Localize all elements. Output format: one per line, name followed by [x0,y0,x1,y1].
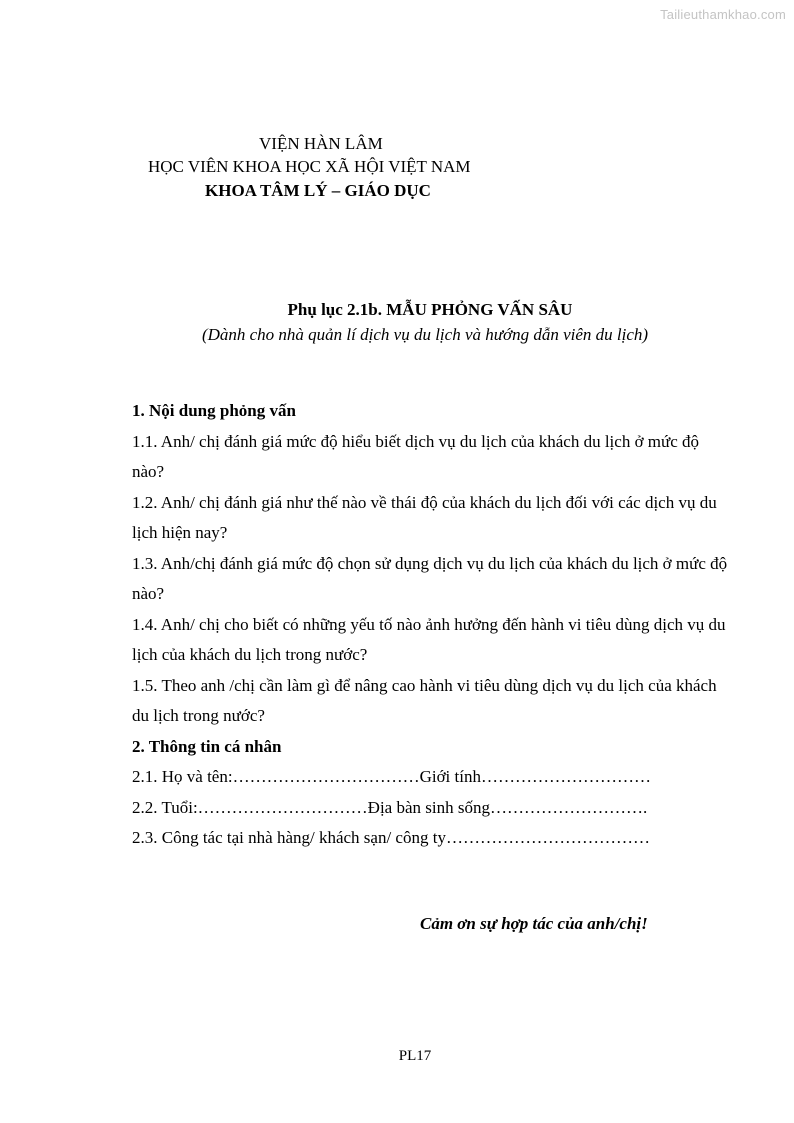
section-2-heading: 2. Thông tin cá nhân [132,736,282,756]
institution-line-1: VIỆN HÀN LÂM [259,134,383,153]
appendix-title: Phụ lục 2.1b. MẪU PHỎNG VẤN SÂU [287,300,573,319]
watermark-text: Tailieuthamkhao.com [660,7,786,22]
info-field-age-location: 2.2. Tuổi:…………………………Địa bàn sinh sống………………………. [132,797,648,817]
thank-you-note: Cảm ơn sự hợp tác của anh/chị! [420,914,648,933]
info-field-name-gender: 2.1. Họ và tên:……………………………Giới tính………………………… [132,767,651,786]
question-1-2: 1.2. Anh/ chị đánh giá như thế nào về thái độ của khách du lịch đối với các dịch vụ du lịch hiện nay? [132,492,717,542]
question-1-1: 1.1. Anh/ chị đánh giá mức độ hiểu biết dịch vụ du lịch của khách du lịch ở mức độ nào? [132,431,700,481]
appendix-subtitle: (Dành cho nhà quản lí dịch vụ du lịch và hướng dẫn viên du lịch) [201,325,649,344]
section-1-heading: 1. Nội dung phỏng vấn [132,401,296,420]
question-1-4: 1.4. Anh/ chị cho biết có những yếu tố nào ảnh hưởng đến hành vi tiêu dùng dịch vụ du lịch của khách du lịch trong nước? [132,614,726,664]
institution-line-2: HỌC VIÊN KHOA HỌC XÃ HỘI VIỆT NAM [148,157,471,176]
question-1-3: 1.3. Anh/chị đánh giá mức độ chọn sử dụng dịch vụ du lịch của khách du lịch ở mức độ nào? [132,553,728,603]
question-1-5: 1.5. Theo anh /chị cần làm gì để nâng cao hành vi tiêu dùng dịch vụ du lịch của khách du lịch trong nước? [132,675,717,725]
department-name: KHOA TÂM LÝ – GIÁO DỤC [205,181,431,200]
page-number: PL17 [398,1048,432,1064]
document-body [132,396,732,854]
info-field-workplace: 2.3. Công tác tại nhà hàng/ khách sạn/ công ty……………………………… [132,828,650,847]
